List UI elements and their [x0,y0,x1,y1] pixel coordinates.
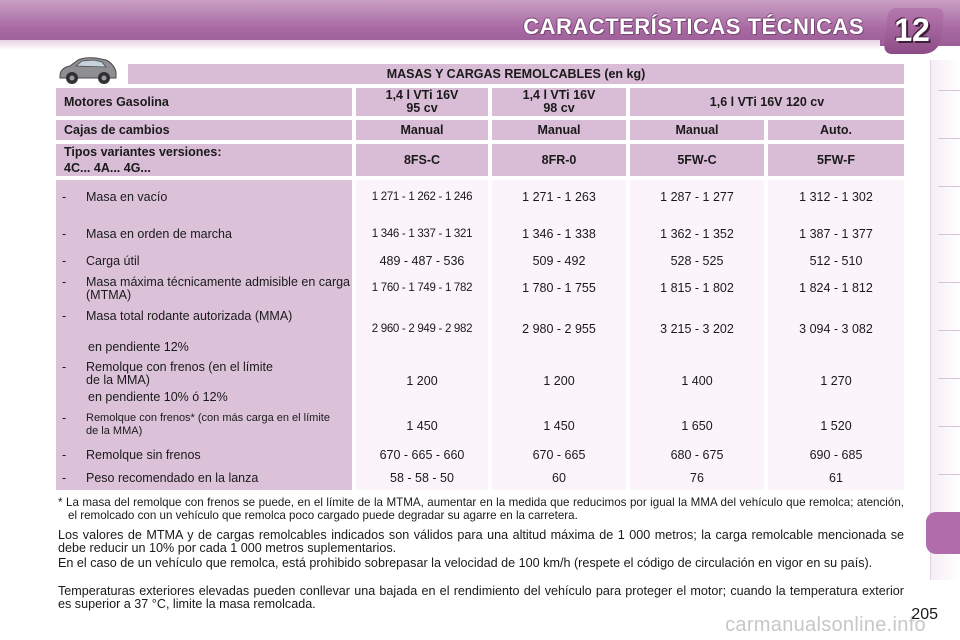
variants-label-line2: 4C... 4A... 4G... [64,160,151,175]
table-cell: 1 450 [406,419,438,433]
footnote: * La masa del remolque con frenos se puede, en el límite de la MTMA, aumentar en la medida que reducimos por igual la MMA del vehículo que remolca; atención, el remolcado con un vehículo que remolca poco cargado puede degradar su agarre en la carretera. [58,496,904,522]
row-sub-label: en pendiente 10% ó 12% [88,390,228,404]
car-icon [56,56,118,86]
engine-header: 1,6 l VTi 16V 120 cv [630,88,904,116]
chapter-number: 12 [894,12,930,48]
row-label-text: Masa en orden de marcha [86,227,232,241]
row-dash: - [62,448,67,462]
table-cell: 61 [829,471,843,485]
table-cell: 1 200 [406,374,438,388]
row-label-text: Remolque con frenos* (con más carga en el límite de la MMA) [86,412,330,437]
table-cell: 690 - 685 [809,448,863,462]
table-row-label [62,412,332,438]
table-row-label [62,449,352,462]
table-cell: 1 387 - 1 377 [799,227,873,241]
table-cell: 1 362 - 1 352 [660,227,734,241]
gearbox-cell: Manual [356,120,488,140]
row-dash: - [62,227,67,241]
paragraph: En el caso de un vehículo que remolca, está prohibido sobrepasar la velocidad de 100 km/h (respete el código de circulación en vigor en su país). [58,556,873,570]
page-title: CARACTERÍSTICAS TÉCNICAS [523,14,864,39]
table-cell: 1 450 [543,419,575,433]
table-cell: 3 094 - 3 082 [799,322,873,336]
table-cell: 1 780 - 1 755 [522,281,596,295]
watermark: carmanualsonline.info [725,614,926,636]
side-tab-divider [938,330,960,331]
row-label-text: Carga útil [86,254,140,268]
side-tab-divider [938,474,960,475]
row-dash: - [62,254,67,268]
table-row-label [62,276,354,302]
row-dash: - [62,360,67,374]
row-label-text: Masa total rodante autorizada (MMA) [86,309,293,323]
table-cell: 1 346 - 1 337 - 1 321 [371,228,473,240]
gearbox-label: Cajas de cambios [56,120,352,140]
table-cell: 1 824 - 1 812 [799,281,873,295]
variant-cell: 8FR-0 [492,144,626,176]
table-row-label [62,472,352,485]
variant-cell: 8FS-C [356,144,488,176]
variants-label [56,144,352,176]
row-dash: - [62,190,67,204]
table-cell: 512 - 510 [809,254,863,268]
engine-header-line1: 1,4 l VTi 16V [385,88,459,102]
side-tab-divider [938,234,960,235]
page-number: 205 [911,606,938,623]
table-cell: 1 200 [543,374,575,388]
gearbox-cell: Manual [492,120,626,140]
table-cell: 1 520 [820,419,852,433]
table-cell: 1 346 - 1 338 [522,227,596,241]
variant-cell: 5FW-F [768,144,904,176]
side-tab-divider [938,282,960,283]
row-sub-label: en pendiente 12% [88,340,189,354]
table-cell: 1 271 - 1 262 - 1 246 [371,191,473,203]
engine-header-line1: 1,4 l VTi 16V [522,88,596,102]
table-cell: 670 - 665 [532,448,586,462]
table-cell: 60 [552,471,566,485]
table-cell: 1 287 - 1 277 [660,190,734,204]
gearbox-cell: Manual [630,120,764,140]
table-cell: 2 980 - 2 955 [522,322,596,336]
table-row-label [62,255,352,268]
engine-header [356,88,488,116]
table-cell: 1 760 - 1 749 - 1 782 [371,282,473,294]
row-label-text: Remolque sin frenos [86,448,201,462]
gearbox-cell: Auto. [768,120,904,140]
side-tab-divider [938,426,960,427]
side-tab-divider [938,378,960,379]
table-cell: 1 815 - 1 802 [660,281,734,295]
row-dash: - [62,411,67,425]
table-cell: 670 - 665 - 660 [379,448,465,462]
table-cell: 1 312 - 1 302 [799,190,873,204]
side-tab-divider [938,186,960,187]
paragraph: Los valores de MTMA y de cargas remolcables indicados son válidos para una altitud máxima de 1 000 metros; la carga remolcable mencionada se debe reducir un 10% por cada 1 000 metros suplementarios. [58,528,904,555]
engine-header [492,88,626,116]
table-row-label [62,361,282,387]
table-cell: 58 - 58 - 50 [390,471,454,485]
table-row-label [62,310,302,323]
row-dash: - [62,309,67,323]
paragraph: Temperaturas exteriores elevadas pueden conllevar una bajada en el rendimiento del vehículo para proteger el motor; cuando la temperatura exterior es superior a 37 °C, limite la masa remolcada. [58,584,904,611]
variant-cell: 5FW-C [630,144,764,176]
engine-header-line2: 98 cv [543,101,575,115]
active-chapter-tab [926,512,960,554]
row-label-text: Masa en vacío [86,190,168,204]
table-cell: 509 - 492 [532,254,586,268]
row-label-text: Masa máxima técnicamente admisible en carga (MTMA) [86,275,351,302]
table-cell: 1 270 [820,374,852,388]
table-cell: 1 271 - 1 263 [522,190,596,204]
side-tab-strip [930,60,960,580]
row-dash: - [62,275,67,289]
table-cell: 76 [690,471,704,485]
table-cell: 1 400 [681,374,713,388]
table-cell: 1 650 [681,419,713,433]
table-row-label [62,191,352,204]
side-tab-divider [938,138,960,139]
side-tab-divider [938,90,960,91]
table-cell: 3 215 - 3 202 [660,322,734,336]
table-cell: 528 - 525 [670,254,724,268]
table-cell: 489 - 487 - 536 [379,254,465,268]
table-cell: 680 - 675 [670,448,724,462]
row-dash: - [62,471,67,485]
table-cell: 2 960 - 2 949 - 2 982 [371,323,473,335]
row-label-text: Peso recomendado en la lanza [86,471,259,485]
table-title: MASAS Y CARGAS REMOLCABLES (en kg) [128,64,904,84]
engine-header-line2: 95 cv [406,101,438,115]
header-highlight [0,40,880,50]
row-label-text: Remolque con frenos (en el límite de la MMA) [86,360,273,387]
variants-label-line1: Tipos variantes versiones: [64,144,222,159]
table-row-label [62,228,352,241]
engines-label: Motores Gasolina [56,88,352,116]
